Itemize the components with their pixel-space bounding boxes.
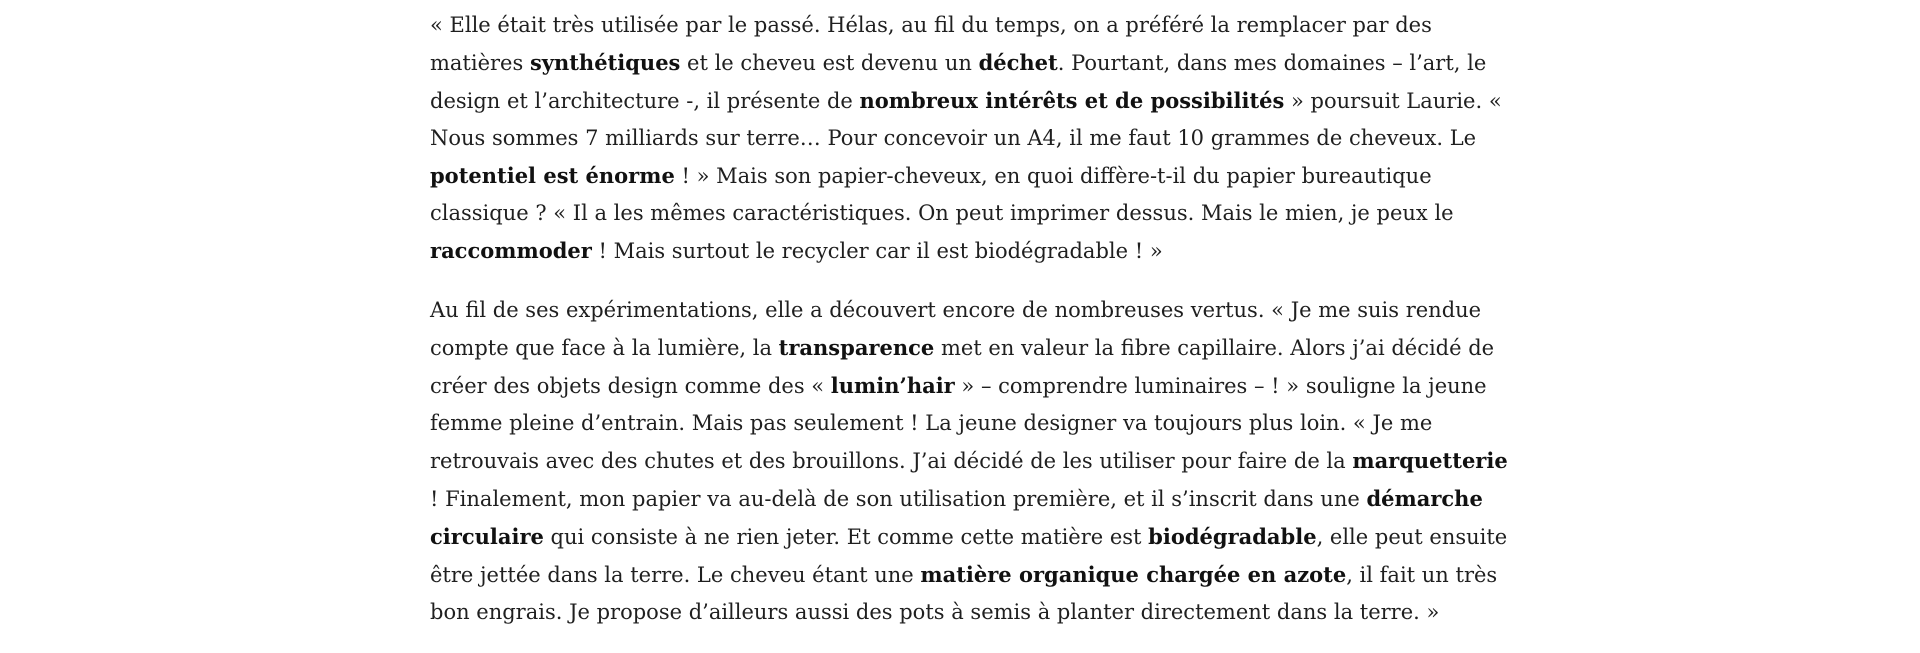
text-segment: » – comprendre luminaires – ! » souligne la jeune femme pleine d’entrain. Mais pas seulement ! La jeune designer va toujours plus loin. « Je me retrouvais avec des chutes et des brouillons. J’ai décidé de les utiliser pour faire de la [430, 374, 1487, 473]
text-segment: qui consiste à ne rien jeter. Et comme cette matière est [543, 525, 1149, 549]
text-segment: » poursuit Laurie. « Nous sommes 7 milliards sur terre… Pour concevoir un A4, il me faut 10 grammes de cheveux. Le [430, 89, 1502, 150]
text-segment: « Elle était très utilisée par le passé. Hélas, au fil du temps, on a préféré la remplacer par des matières [430, 13, 1432, 75]
text-segment: , elle peut ensuite être jettée dans la terre. Le cheveu étant une [430, 525, 1508, 587]
paragraph-2 [430, 292, 1510, 631]
text-segment: ! Mais surtout le recycler car il est biodégradable ! » [591, 239, 1163, 263]
bold-segment: matière organique chargée en azote [920, 562, 1347, 587]
text-segment: . Pourtant, dans mes domaines – l’art, le design et l’architecture -, il présente de [430, 51, 1487, 113]
bold-segment: transparence [778, 335, 935, 360]
bold-segment: marquetterie [1352, 448, 1508, 473]
text-segment: met en valeur la fibre capillaire. Alors j’ai décidé de créer des objets design comme des « [430, 336, 1495, 398]
text-segment: , il fait un très bon engrais. Je propose d’ailleurs aussi des pots à semis à planter directement dans la terre. » [430, 563, 1498, 624]
bold-segment: synthétiques [529, 50, 681, 75]
bold-segment: potentiel est énorme [430, 163, 675, 188]
bold-segment: biodégradable [1148, 524, 1317, 549]
bold-segment: raccommoder [430, 238, 592, 263]
article-body [430, 7, 1510, 653]
text-segment: ! Finalement, mon papier va au-delà de son utilisation première, et il s’inscrit dans une [430, 487, 1367, 511]
text-segment: Au fil de ses expérimentations, elle a découvert encore de nombreuses vertus. « Je me suis rendue compte que face à la lumière, la [430, 298, 1482, 360]
bold-segment: démarche circulaire [430, 486, 1483, 549]
text-segment: et le cheveu est devenu un [680, 51, 979, 75]
bold-segment: lumin’hair [830, 373, 955, 398]
text-segment: ! » Mais son papier-cheveux, en quoi diffère-t-il du papier bureautique classique ? « Il a les mêmes caractéristiques. On peut imprimer dessus. Mais le mien, je peux le [430, 164, 1454, 225]
paragraph-1 [430, 7, 1510, 270]
bold-segment: déchet [978, 50, 1058, 75]
bold-segment: nombreux intérêts et de possibilités [859, 88, 1285, 113]
